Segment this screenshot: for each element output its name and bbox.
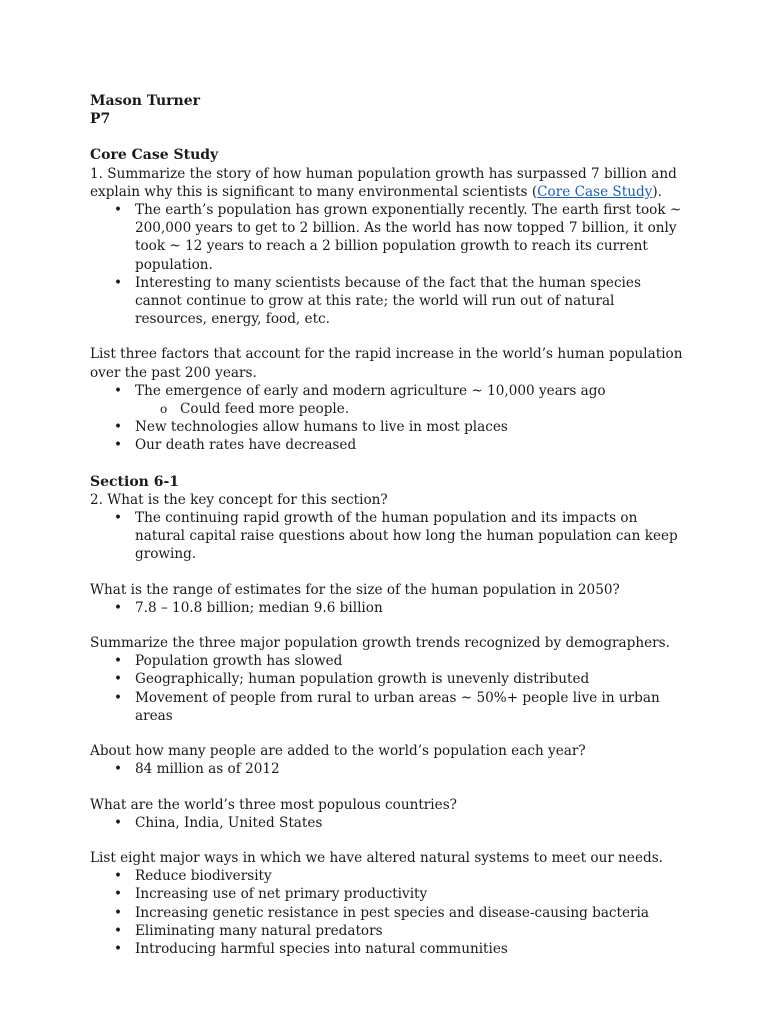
range-question: What is the range of estimates for the size of the human population in 2050? [90,581,620,598]
factors-question: List three factors that account for the rapid increase in the world’s human population over the past 200 years. [90,346,683,381]
list-item: • Reduce biodiversity [90,867,690,885]
section-6-1-heading: Section 6-1 [90,473,180,490]
list-item: • China, India, United States [90,814,690,832]
class-period: P7 [90,111,111,128]
list-item: • The continuing rapid growth of the human population and its impacts on natural capital raise questions about how long the human population can keep growing. [90,509,690,564]
list-item: • 84 million as of 2012 [90,760,690,778]
countries-question: What are the world’s three most populous countries? [90,796,457,813]
question-1-end: ). [652,183,662,200]
range-answers [90,599,690,617]
list-item [90,382,690,418]
document-page [90,92,690,958]
added-question: About how many people are added to the world’s population each year? [90,743,586,760]
list-item: • New technologies allow humans to live in most places [90,418,690,436]
question-1-answers [90,201,690,328]
factors-sublist [90,400,690,418]
altered-list [90,867,690,958]
list-item: • Interesting to many scientists because of the fact that the human species cannot continue to grow at this rate; the world will run out of natural resources, energy, food, etc. [90,274,690,329]
trends-question: Summarize the three major population growth trends recognized by demographers. [90,635,670,652]
list-item: • Our death rates have decreased [90,436,690,454]
core-case-study-heading: Core Case Study [90,147,219,164]
list-item-text: The emergence of early and modern agriculture ~ 10,000 years ago [135,382,606,399]
question-2-answers [90,509,690,564]
altered-question: List eight major ways in which we have altered natural systems to meet our needs. [90,849,663,866]
list-item: • Movement of people from rural to urban areas ~ 50%+ people live in urban areas [90,689,690,725]
factors-list [90,382,690,455]
list-item: • Increasing genetic resistance in pest species and disease-causing bacteria [90,904,690,922]
countries-answers [90,814,690,832]
core-case-study-link[interactable]: Core Case Study [537,183,653,200]
list-item: • Introducing harmful species into natural communities [90,940,690,958]
list-item: • Geographically; human population growth is unevenly distributed [90,670,690,688]
question-1-text: 1. Summarize the story of how human population growth has surpassed 7 billion and explain why this is significant to many environmental scientists ( [90,165,677,200]
list-item: • 7.8 – 10.8 billion; median 9.6 billion [90,599,690,617]
list-item: • Eliminating many natural predators [90,922,690,940]
question-1 [90,165,690,201]
trends-list [90,652,690,725]
student-name: Mason Turner [90,93,200,109]
question-2: 2. What is the key concept for this section? [90,491,388,508]
sub-list-item: o Could feed more people. [90,400,690,418]
list-item: • The earth’s population has grown exponentially recently. The earth first took ~ 200,000 years to get to 2 billion. As the world has now topped 7 billion, it only took ~ 12 years to reach a 2 billion population growth to reach its current population. [90,201,690,274]
list-item: • Increasing use of net primary productivity [90,885,690,903]
list-item: • Population growth has slowed [90,652,690,670]
added-answers [90,760,690,778]
